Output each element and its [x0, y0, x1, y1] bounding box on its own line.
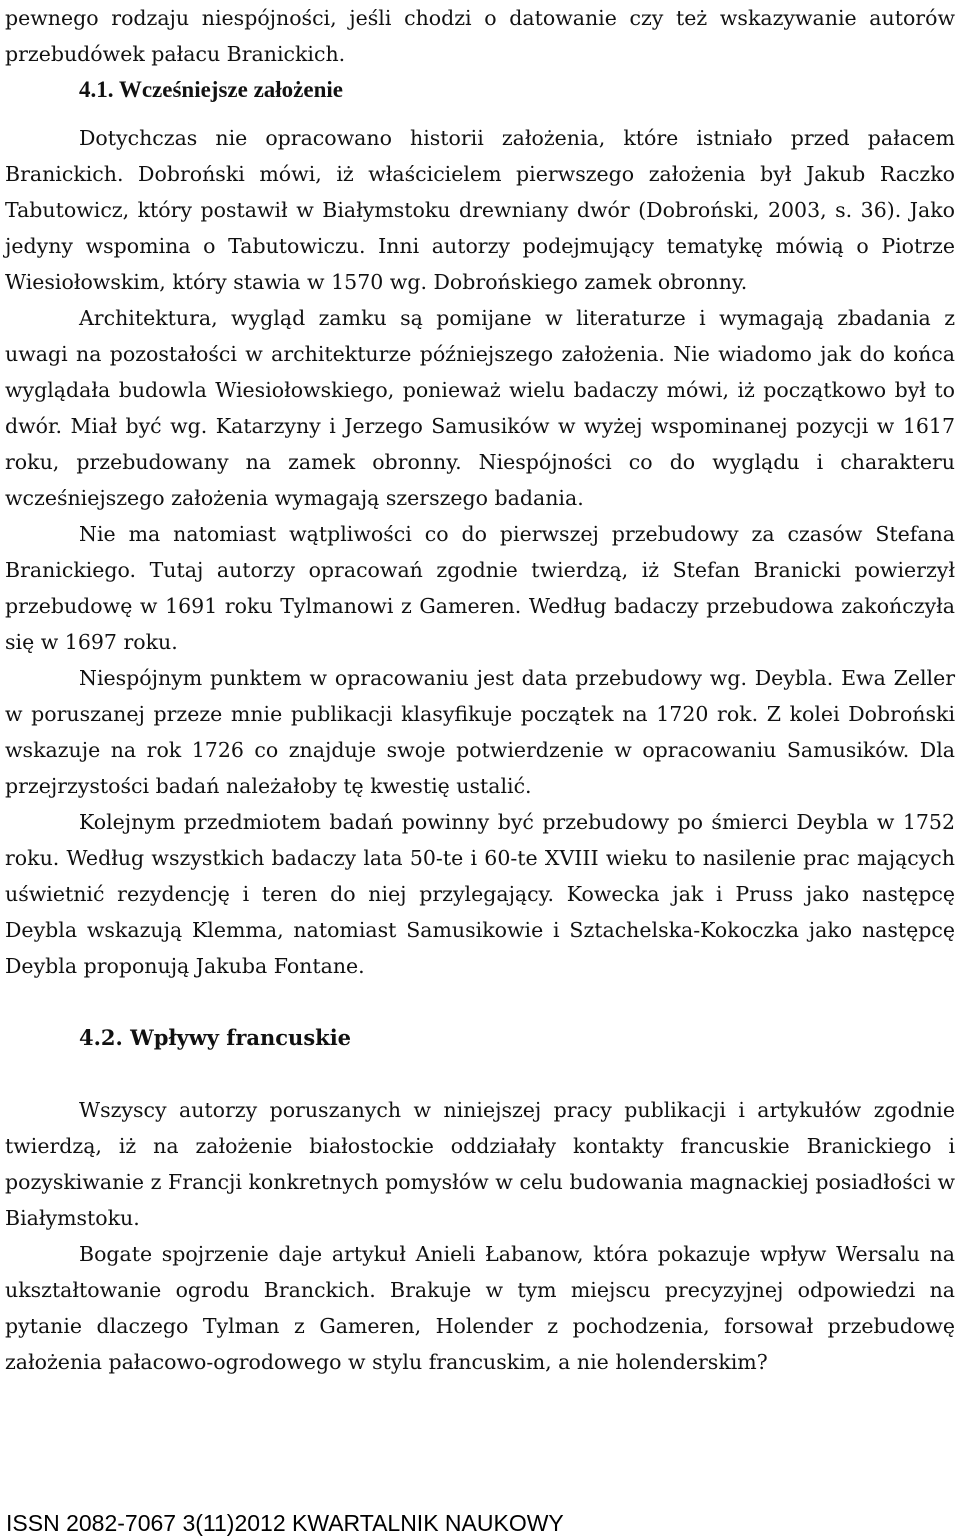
paragraph: Kolejnym przedmiotem badań powinny być przebudowy po śmierci Deybla w 1752 roku. Według wszystkich badaczy lata 50-te i 60-te XVIII wieku to nasilenie prac mających uświetnić rezydencję i teren do niej przylegający. Kowecka jak i Pruss jako następcę Deybla wskazują Klemma, natomiast Samusikowie i Sztachelska-Kokoczka jako następcę Deybla proponują Jakuba Fontane. — [5, 810, 955, 978]
document-page — [5, 0, 955, 1380]
paragraph: Dotychczas nie opracowano historii założenia, które istniało przed pałacem Branickich. Dobroński mówi, iż właścicielem pierwszego założenia był Jakub Raczko Tabutowicz, który postawił w Białymstoku drewniany dwór (Dobroński, 2003, s. 36). Jako jedyny wspomina o Tabutowiczu. Inni autorzy podejmujący tematykę mówią o Piotrze Wiesiołowskim, który stawia w 1570 wg. Dobrońskiego zamek obronny. — [5, 126, 955, 294]
section-heading-wplywy-francuskie: 4.2. Wpływy francuskie — [79, 1025, 352, 1050]
paragraph: Bogate spojrzenie daje artykuł Anieli Łabanow, która pokazuje wpływ Wersalu na ukształtowanie ogrodu Branckich. Brakuje w tym miejscu precyzyjnej odpowiedzi na pytanie dlaczego Tylman z Gameren, Holender z pochodzenia, forsował przebudowę założenia pałacowo-ogrodowego w stylu francuskim, a nie holenderskim? — [5, 1242, 955, 1374]
paragraph: Niespójnym punktem w opracowaniu jest data przebudowy wg. Deybla. Ewa Zeller w poruszanej przeze mnie publikacji klasyfikuje początek na 1720 rok. Z kolei Dobroński wskazuje na rok 1726 co znajduje swoje potwierdzenie w opracowaniu Samusików. Dla przejrzystości badań należałoby tę kwestię ustalić. — [5, 666, 955, 798]
spacer — [5, 108, 955, 120]
paragraph: Architektura, wygląd zamku są pomijane w literaturze i wymagają zbadania z uwagi na pozostałości w architekturze późniejszego założenia. Nie wiadomo jak do końca wyglądała budowla Wiesiołowskiego, ponieważ wielu badaczy mówi, iż początkowo był to dwór. Miał być wg. Katarzyny i Jerzego Samusików w wyżej wspominanej pozycji w 1617 roku, przebudowany na zamek obronny. Niespójności co do wyglądu i charakteru wcześniejszego założenia wymagają szerszego badania. — [5, 306, 955, 510]
intro-paragraph: pewnego rodzaju niespójności, jeśli chodzi o datowanie czy też wskazywanie autorów przebudówek pałacu Branickich. — [5, 6, 955, 66]
paragraph: Wszyscy autorzy poruszanych w niniejszej pracy publikacji i artykułów zgodnie twierdzą, iż na założenie białostockie oddziałały kontakty francuskie Branickiego i pozyskiwanie z Francji konkretnych pomysłów w celu budowania magnackiej posiadłości w Białymstoku. — [5, 1098, 955, 1230]
paragraph: Nie ma natomiast wątpliwości co do pierwszej przebudowy za czasów Stefana Branickiego. Tutaj autorzy opracowań zgodnie twierdzą, iż Stefan Branicki powierzył przebudowę w 1691 roku Tylmanowi z Gameren. Według badaczy przebudowa zakończyła się w 1697 roku. — [5, 522, 955, 654]
page-footer: ISSN 2082-7067 3(11)2012 KWARTALNIK NAUKOWY — [6, 1510, 564, 1536]
section-heading-wczesniejsze-zalozenie: 4.1. Wcześniejsze założenie — [79, 77, 343, 102]
